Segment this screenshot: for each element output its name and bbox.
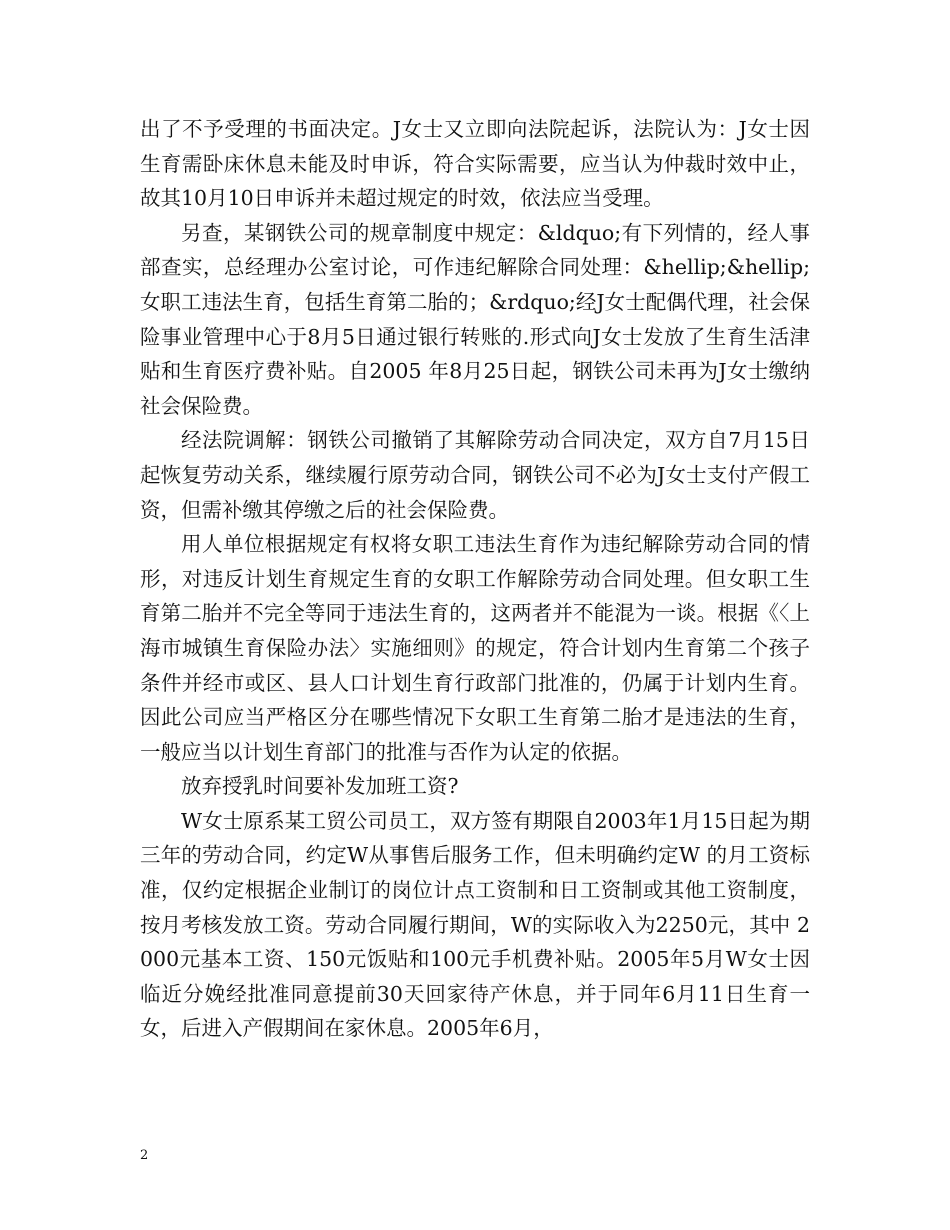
page-number: 2 (140, 1148, 149, 1163)
section-question: 放弃授乳时间要补发加班工资? (181, 774, 459, 799)
document-body (140, 112, 810, 1046)
paragraph: 经法院调解：钢铁公司撤销了其解除劳动合同决定，双方自7月15日起恢复劳动关系，继续履行原劳动合同，钢铁公司不必为J女士支付产假工资，但需补缴其停缴之后的社会保险费。 (140, 428, 810, 522)
paragraph: 用人单位根据规定有权将女职工违法生育作为违纪解除劳动合同的情形，对违反计划生育规定生育的女职工作解除劳动合同处理。但女职工生育第二胎并不完全等同于违法生育的，这两者并不能混为一谈。根据《〈上海市城镇生育保险办法〉实施细则》的规定，符合计划内生育第二个孩子条件并经市或区、县人口计划生育行政部门批准的，仍属于计划内生育。因此公司应当严格区分在哪些情况下女职工生育第二胎才是违法的生育，一般应当以计划生育部门的批准与否作为认定的依据。 (140, 532, 810, 764)
paragraph-continued: 出了不予受理的书面决定。J女士又立即向法院起诉，法院认为：J女士因生育需卧床休息未能及时申诉，符合实际需要，应当认为仲裁时效中止，故其10月10日申诉并未超过规定的时效，依法应当受理。 (140, 117, 810, 211)
paragraph: 另查，某钢铁公司的规章制度中规定：&ldquo;有下列情的，经人事部查实，总经理办公室讨论，可作违纪解除合同处理：&hellip;&hellip;女职工违法生育，包括生育第二胎的；&rdquo;经J女士配偶代理，社会保险事业管理中心于8月5日通过银行转账的.形式向J女士发放了生育生活津贴和生育医疗费补贴。自2005 年8月25日起，钢铁公司未再为J女士缴纳社会保险费。 (140, 220, 810, 418)
paragraph: W女士原系某工贸公司员工，双方签有期限自2003年1月15日起为期三年的劳动合同，约定W从事售后服务工作，但未明确约定W 的月工资标准，仅约定根据企业制订的岗位计点工资制和日工资制或其他工资制度，按月考核发放工资。劳动合同履行期间，W的实际收入为2250元，其中 2000元基本工资、150元饭贴和100元手机费补贴。2005年5月W女士因临近分娩经批准同意提前30天回家待产休息，并于同年6月11日生育一女，后进入产假期间在家休息。2005年6月， (140, 808, 810, 1041)
